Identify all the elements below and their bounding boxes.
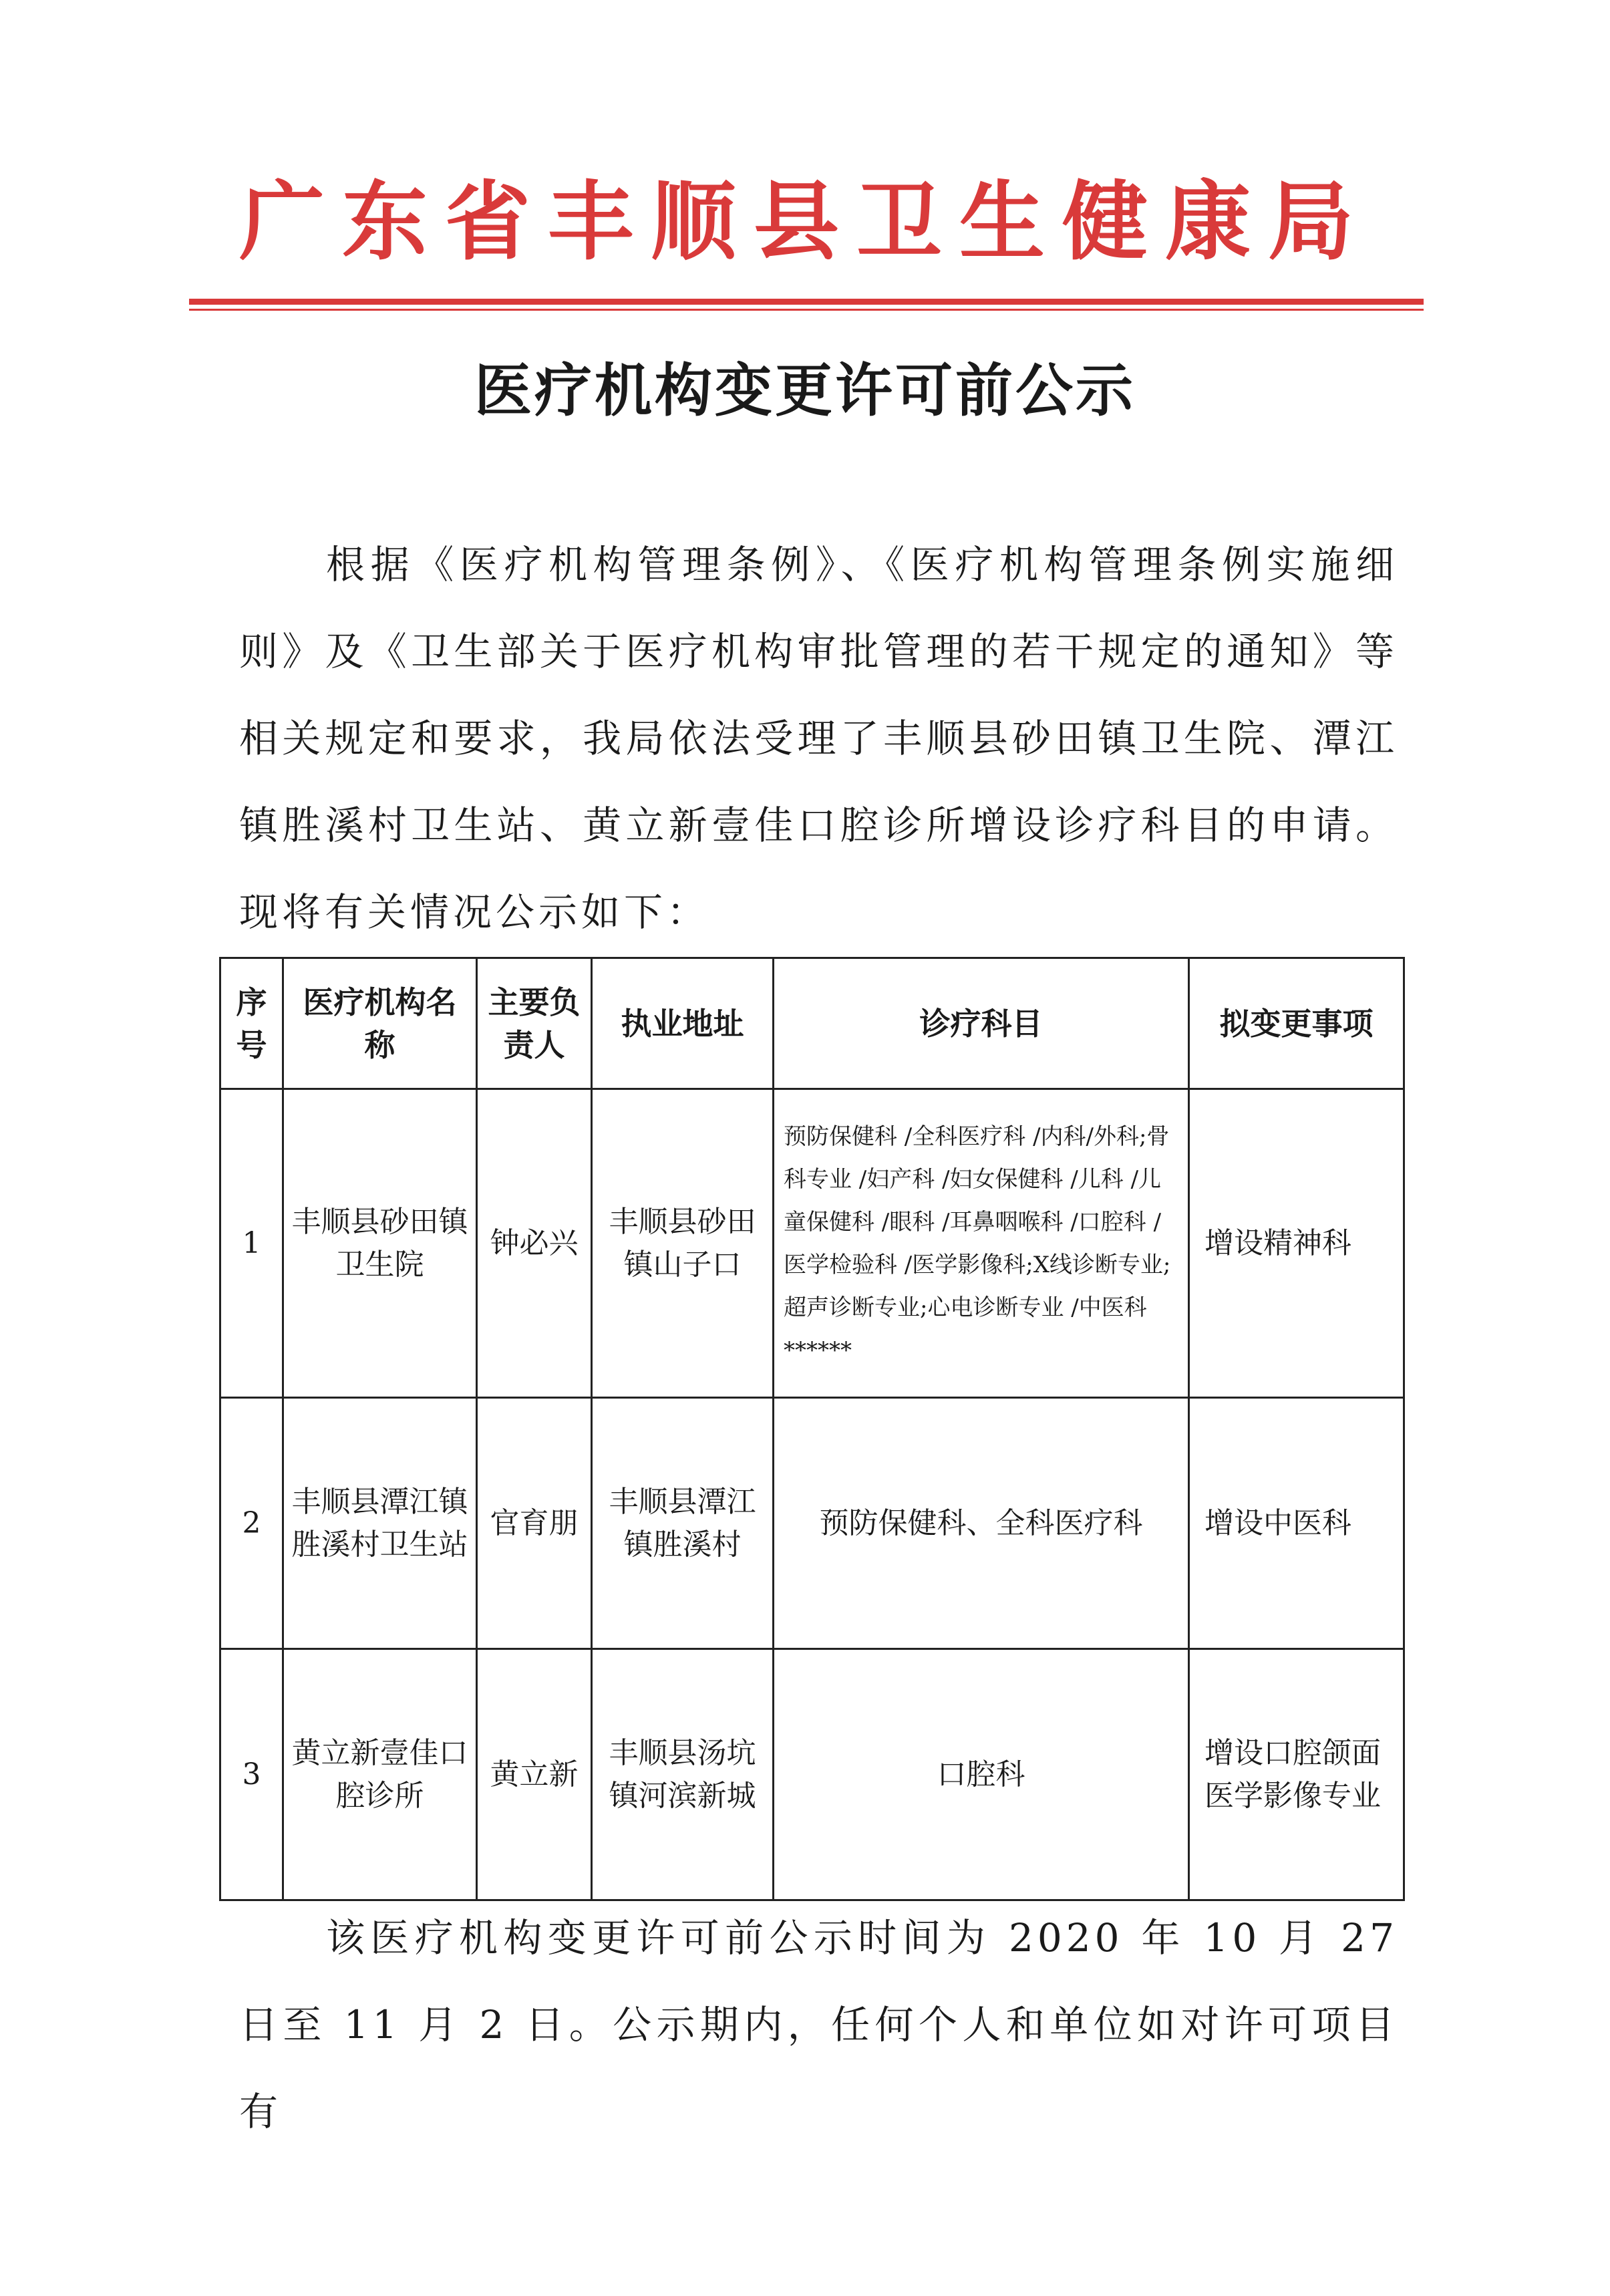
- table-row: [220, 1398, 1404, 1649]
- intro-paragraph: 根据《医疗机构管理条例》、《医疗机构管理条例实施细则》及《卫生部关于医疗机构审批管理的若干规定的通知》等相关规定和要求，我局依法受理了丰顺县砂田镇卫生院、潭江镇胜溪村卫生站、黄立新壹佳口腔诊所增设诊疗科目的申请。现将有关情况公示如下：: [239, 542, 1398, 935]
- closing-paragraph: 该医疗机构变更许可前公示时间为 2020 年 10 月 27 日至 11 月 2 日。公示期内，任何个人和单位如对许可项目有: [239, 1915, 1398, 2134]
- row-seq: 2: [220, 1398, 283, 1649]
- institution-change-table: [219, 957, 1405, 1901]
- header-proposed-change: 拟变更事项: [1189, 958, 1404, 1089]
- header-seq: 序号: [220, 958, 283, 1089]
- row-responsible-person: 钟必兴: [477, 1089, 592, 1398]
- document-title: 医疗机构变更许可前公示: [474, 357, 1136, 424]
- row-institution-name: 黄立新壹佳口腔诊所: [283, 1649, 477, 1900]
- row-proposed-change: 增设精神科: [1189, 1089, 1404, 1398]
- row-subjects: 预防保健科 /全科医疗科 /内科/外科;骨科专业 /妇产科 /妇女保健科 /儿科 /儿童保健科 /眼科 /耳鼻咽喉科 /口腔科 /医学检验科 /医学影像科;X线诊断专业;超声诊断专业;心电诊断专业 /中医科******: [774, 1089, 1189, 1398]
- header-responsible-person: 主要负责人: [477, 958, 592, 1089]
- row-responsible-person: 官育朋: [477, 1398, 592, 1649]
- row-subjects: 预防保健科、全科医疗科: [774, 1398, 1189, 1649]
- header-divider-thin: [189, 309, 1424, 311]
- row-proposed-change: 增设中医科: [1189, 1398, 1404, 1649]
- row-institution-name: 丰顺县潭江镇胜溪村卫生站: [283, 1398, 477, 1649]
- row-proposed-change: 增设口腔颌面医学影像专业: [1189, 1649, 1404, 1900]
- row-seq: 3: [220, 1649, 283, 1900]
- table-header-row: [220, 958, 1404, 1089]
- row-address: 丰顺县潭江镇胜溪村: [592, 1398, 774, 1649]
- row-seq: 1: [220, 1089, 283, 1398]
- table-row: [220, 1649, 1404, 1900]
- row-institution-name: 丰顺县砂田镇卫生院: [283, 1089, 477, 1398]
- row-subjects: 口腔科: [774, 1649, 1189, 1900]
- header-subjects: 诊疗科目: [774, 958, 1189, 1089]
- row-address: 丰顺县汤坑镇河滨新城: [592, 1649, 774, 1900]
- row-responsible-person: 黄立新: [477, 1649, 592, 1900]
- table-row: [220, 1089, 1404, 1398]
- row-address: 丰顺县砂田镇山子口: [592, 1089, 774, 1398]
- header-address: 执业地址: [592, 958, 774, 1089]
- issuing-authority-header: 广东省丰顺县卫生健康局: [238, 172, 1371, 272]
- header-divider-thick: [189, 299, 1424, 305]
- header-institution-name: 医疗机构名称: [283, 958, 477, 1089]
